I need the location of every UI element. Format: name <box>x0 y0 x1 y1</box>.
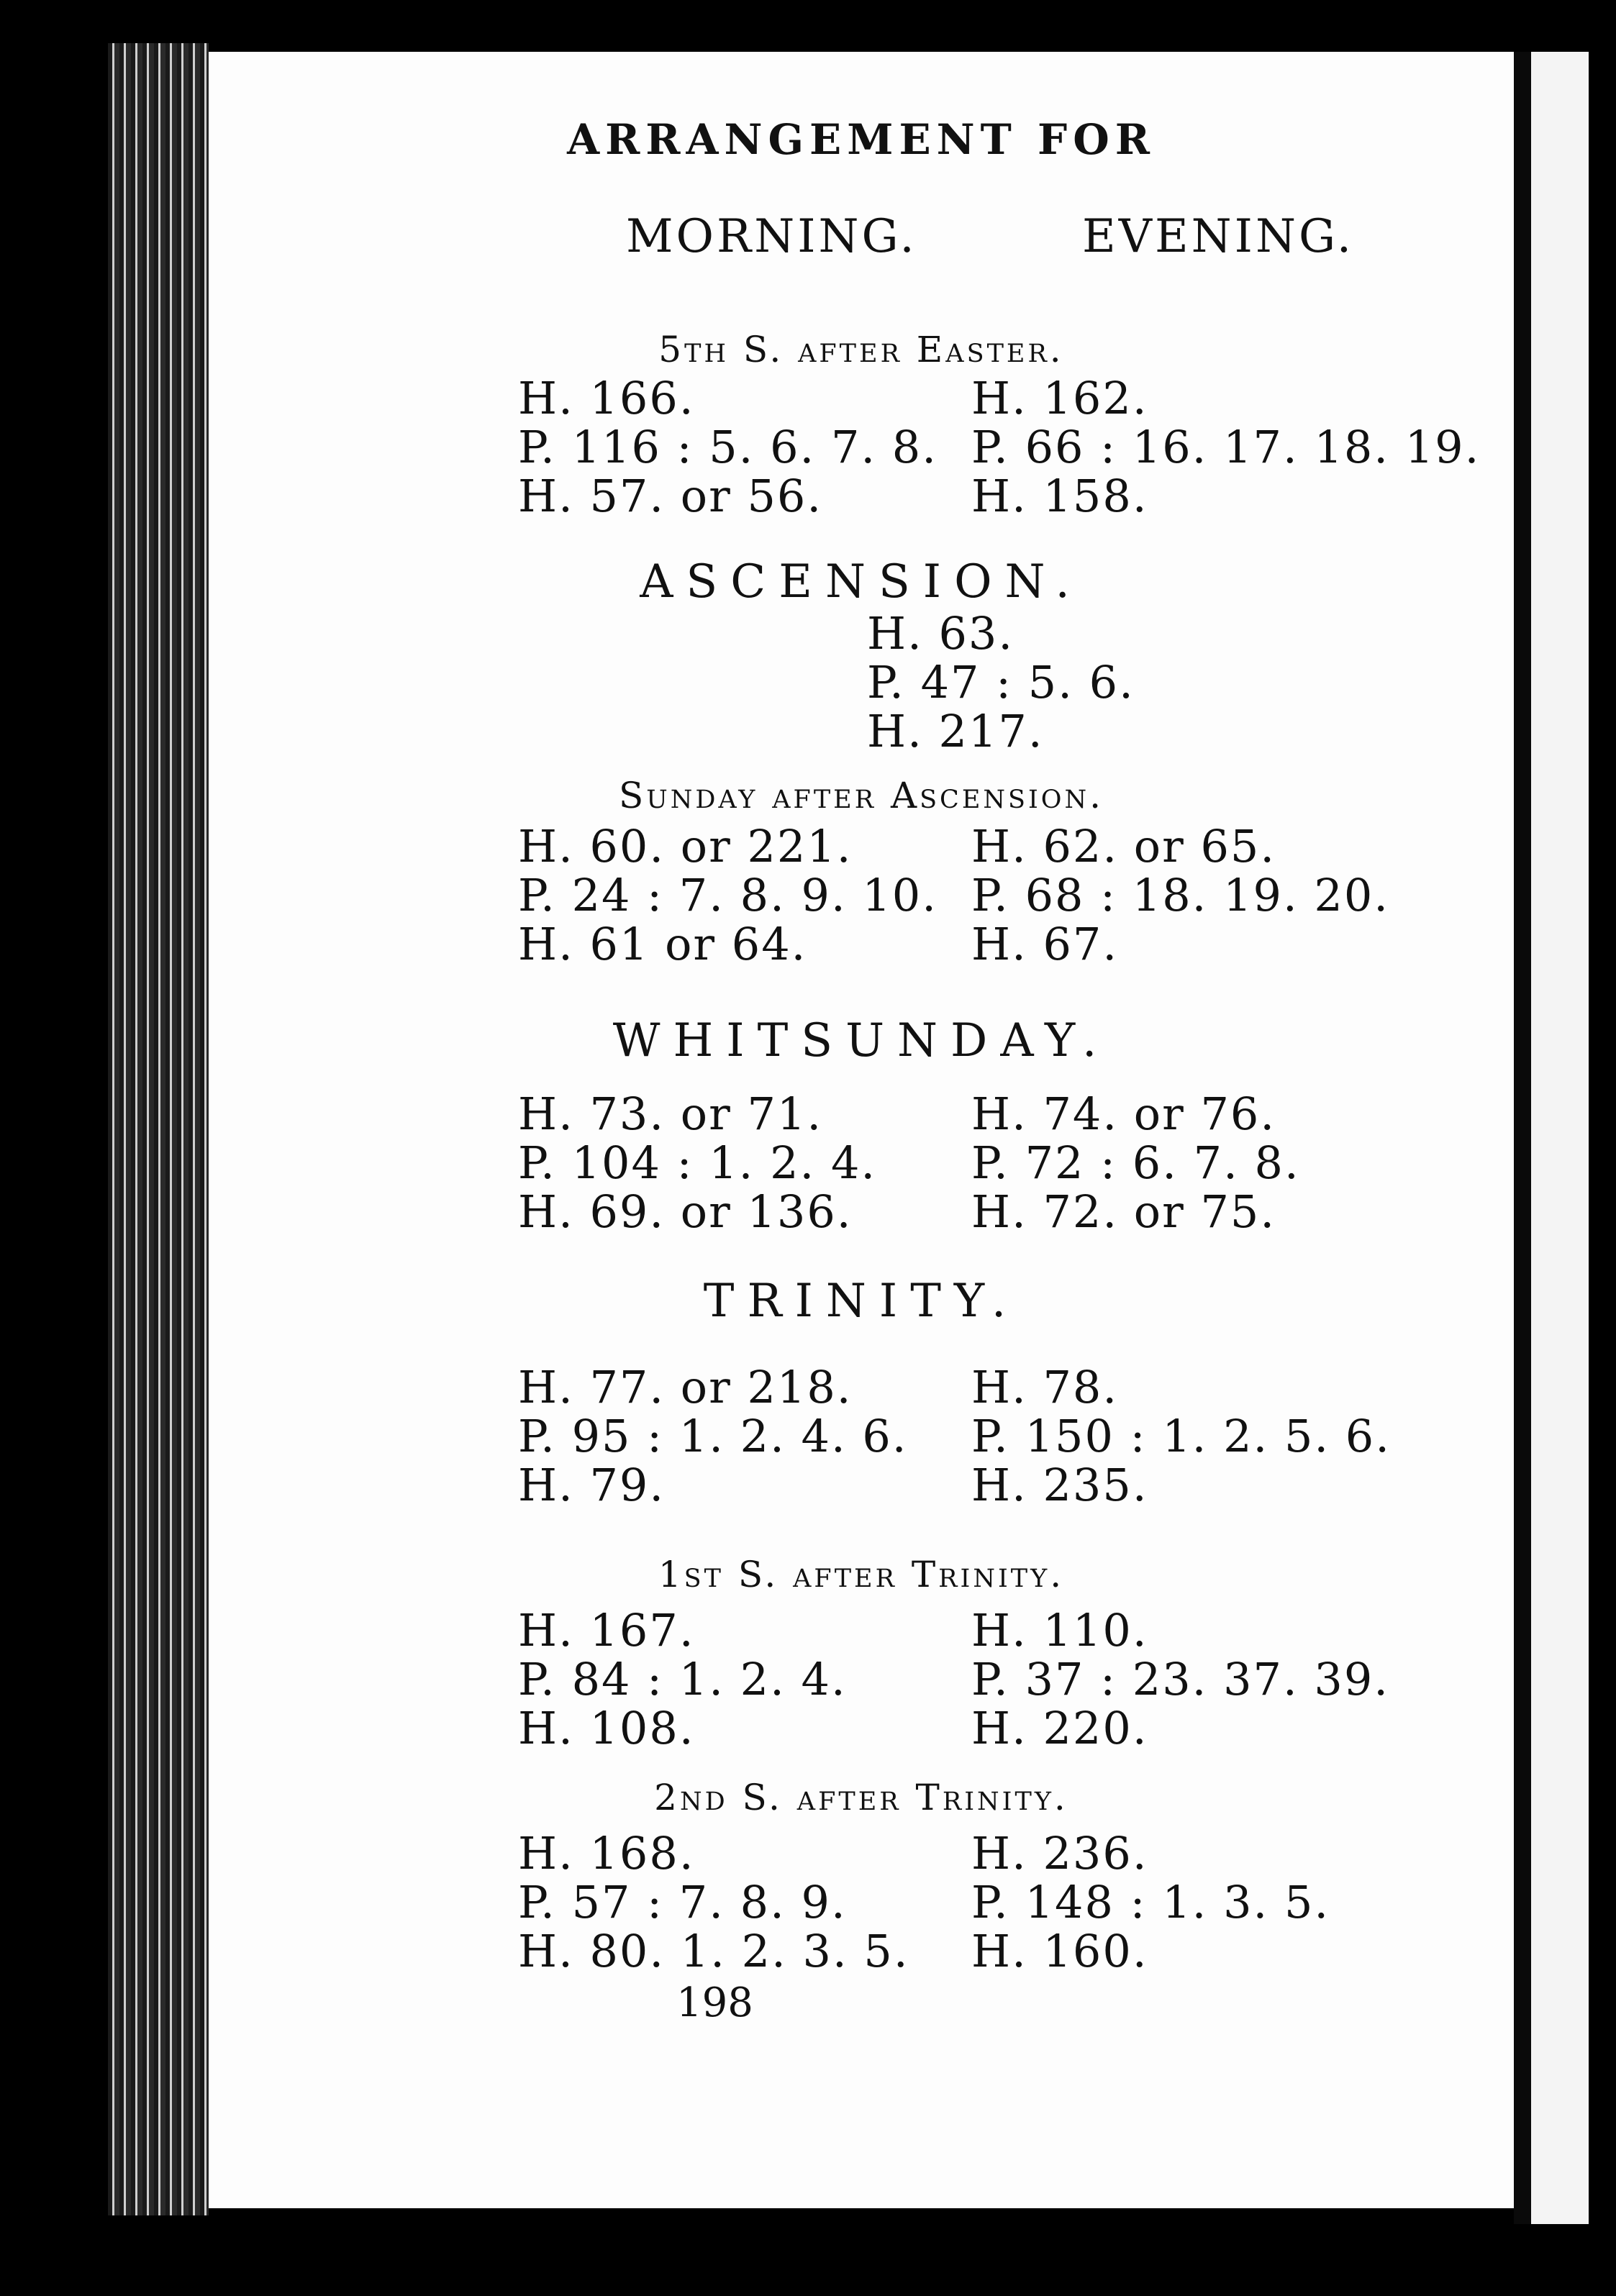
evening-entry: H. 78. <box>971 1361 1119 1413</box>
service-entry: P. 47 : 5. 6. <box>867 656 1135 709</box>
section-heading: ASCENSION. <box>640 555 1083 609</box>
evening-entry: H. 220. <box>971 1702 1148 1754</box>
morning-entry: H. 57. or 56. <box>518 470 823 522</box>
evening-entry: H. 158. <box>971 470 1148 522</box>
morning-entry: P. 57 : 7. 8. 9. <box>518 1876 847 1928</box>
morning-entry: H. 80. 1. 2. 3. 5. <box>518 1925 909 1977</box>
morning-entry: H. 61 or 64. <box>518 918 807 970</box>
morning-entry: P. 95 : 1. 2. 4. 6. <box>518 1410 908 1462</box>
service-entry: H. 217. <box>867 705 1044 757</box>
page-number: 198 <box>676 1980 753 2026</box>
morning-entry: P. 24 : 7. 8. 9. 10. <box>518 869 938 921</box>
morning-entry: P. 104 : 1. 2. 4. <box>518 1136 877 1189</box>
evening-entry: H. 110. <box>971 1604 1148 1657</box>
evening-entry: H. 236. <box>971 1827 1148 1880</box>
evening-entry: H. 162. <box>971 372 1148 424</box>
section-heading: TRINITY. <box>703 1275 1020 1328</box>
morning-entry: H. 60. or 221. <box>518 820 853 873</box>
morning-entry: H. 108. <box>518 1702 695 1754</box>
morning-entry: H. 73. or 71. <box>518 1088 823 1140</box>
page-gutter <box>1514 52 1531 2224</box>
morning-entry: P. 116 : 5. 6. 7. 8. <box>518 421 938 473</box>
evening-entry: P. 150 : 1. 2. 5. 6. <box>971 1410 1391 1462</box>
book-page <box>209 52 1514 2208</box>
section-heading: 5th S. after Easter. <box>658 329 1064 370</box>
section-heading: WHITSUNDAY. <box>612 1014 1110 1067</box>
morning-entry: H. 168. <box>518 1827 695 1880</box>
evening-entry: H. 72. or 75. <box>971 1185 1276 1238</box>
morning-entry: H. 167. <box>518 1604 695 1657</box>
morning-entry: H. 69. or 136. <box>518 1185 853 1238</box>
evening-column-heading: EVENING. <box>1082 210 1355 263</box>
section-heading: 1st S. after Trinity. <box>658 1554 1065 1595</box>
evening-entry: P. 66 : 16. 17. 18. 19. <box>971 421 1481 473</box>
evening-entry: P. 37 : 23. 37. 39. <box>971 1653 1389 1705</box>
facing-page-edge <box>1531 52 1589 2224</box>
morning-column-heading: MORNING. <box>626 210 917 263</box>
evening-entry: H. 160. <box>971 1925 1148 1977</box>
evening-entry: P. 68 : 18. 19. 20. <box>971 869 1389 921</box>
book-spine <box>108 43 209 2215</box>
morning-entry: H. 77. or 218. <box>518 1361 853 1413</box>
evening-entry: H. 62. or 65. <box>971 820 1276 873</box>
evening-entry: H. 67. <box>971 918 1119 970</box>
service-entry: H. 63. <box>867 607 1014 660</box>
morning-entry: P. 84 : 1. 2. 4. <box>518 1653 847 1705</box>
section-heading: 2nd S. after Trinity. <box>654 1777 1068 1818</box>
morning-entry: H. 166. <box>518 372 695 424</box>
evening-entry: P. 72 : 6. 7. 8. <box>971 1136 1300 1189</box>
evening-entry: P. 148 : 1. 3. 5. <box>971 1876 1330 1928</box>
evening-entry: H. 235. <box>971 1459 1148 1511</box>
section-heading: Sunday after Ascension. <box>618 775 1104 816</box>
page-title: ARRANGEMENT FOR <box>567 115 1156 164</box>
morning-entry: H. 79. <box>518 1459 666 1511</box>
evening-entry: H. 74. or 76. <box>971 1088 1276 1140</box>
